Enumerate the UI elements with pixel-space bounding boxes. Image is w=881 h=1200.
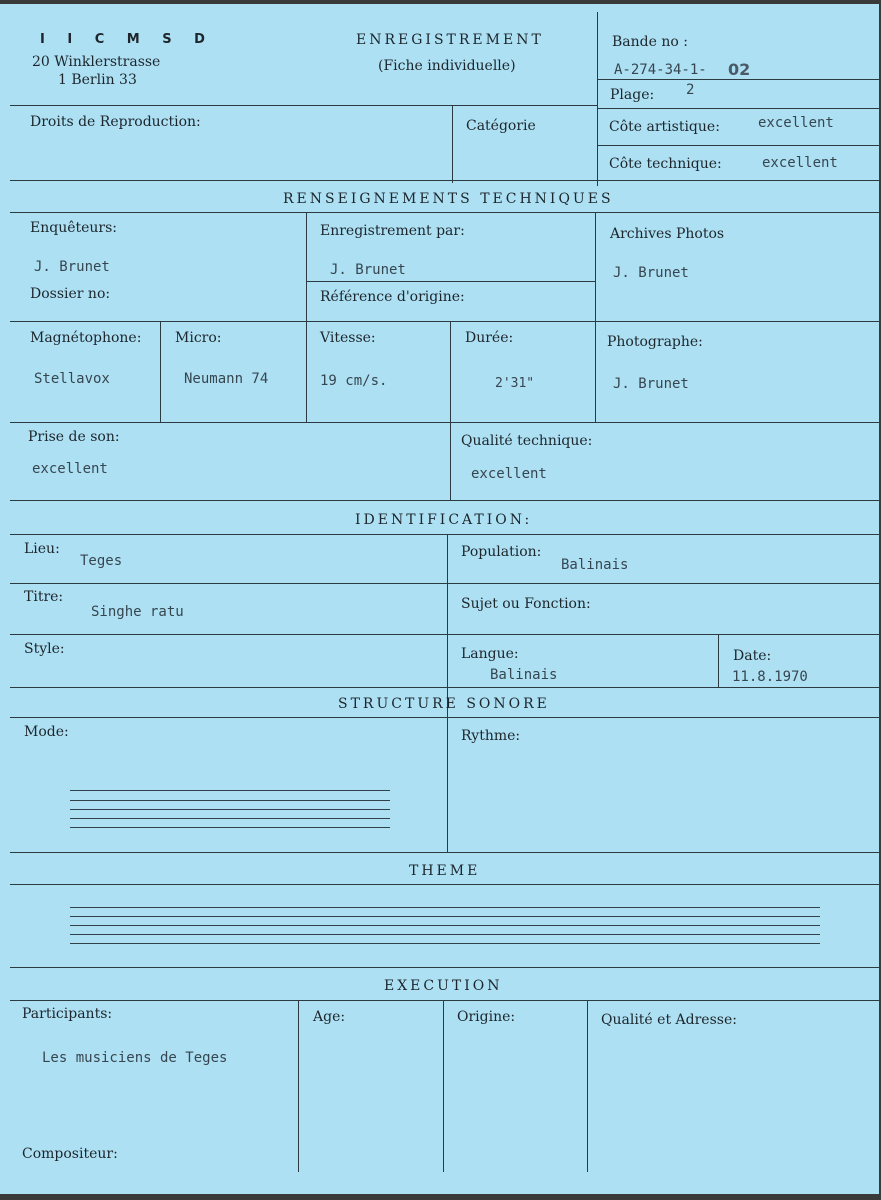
- date-label: Date:: [733, 648, 772, 664]
- section-heading-technique: RENSEIGNEMENTS TECHNIQUES: [283, 191, 614, 207]
- theme-staff-line: [70, 916, 820, 917]
- micro-label: Micro:: [175, 330, 222, 346]
- qualite-adresse-label: Qualité et Adresse:: [601, 1012, 737, 1028]
- divider: [10, 105, 597, 106]
- archives-label: Archives Photos: [610, 226, 725, 242]
- categorie-label: Catégorie: [466, 118, 536, 134]
- section-heading-identification: IDENTIFICATION:: [355, 512, 533, 528]
- org-city: 1 Berlin 33: [58, 72, 137, 88]
- photographe-label: Photographe:: [607, 334, 703, 350]
- divider: [298, 1000, 299, 1172]
- divider: [10, 212, 879, 213]
- duree-label: Durée:: [465, 330, 514, 346]
- qualite-technique-value: excellent: [471, 466, 547, 482]
- cote-artistique-value: excellent: [758, 115, 834, 131]
- enregistrement-value: J. Brunet: [330, 262, 406, 278]
- titre-value: Singhe ratu: [91, 604, 184, 620]
- titre-label: Titre:: [24, 589, 64, 605]
- bande-handwritten: 02: [728, 60, 751, 79]
- divider: [597, 79, 879, 80]
- theme-staff-line: [70, 907, 820, 908]
- divider: [10, 634, 879, 635]
- cote-technique-label: Côte technique:: [609, 156, 722, 172]
- mode-label: Mode:: [24, 724, 69, 740]
- form-subtitle: (Fiche individuelle): [378, 58, 516, 74]
- age-label: Age:: [313, 1009, 346, 1025]
- style-label: Style:: [24, 641, 65, 657]
- lieu-value: Teges: [80, 553, 123, 569]
- plage-label: Plage:: [610, 87, 655, 103]
- archives-value: J. Brunet: [613, 265, 689, 281]
- org-name: I I C M S D: [40, 32, 214, 47]
- divider: [10, 717, 879, 718]
- bande-value: A-274-34-1-: [614, 62, 707, 78]
- divider: [10, 534, 879, 535]
- photographe-value: J. Brunet: [613, 376, 689, 392]
- divider: [718, 634, 719, 688]
- mode-staff-line: [70, 790, 390, 791]
- org-street: 20 Winklerstrasse: [32, 54, 161, 70]
- qualite-technique-label: Qualité technique:: [461, 433, 593, 449]
- mode-staff-line: [70, 827, 390, 828]
- population-label: Population:: [461, 544, 542, 560]
- enregistrement-label: Enregistrement par:: [320, 223, 465, 239]
- origine-label: Origine:: [457, 1009, 516, 1025]
- divider: [10, 500, 879, 501]
- theme-staff-line: [70, 934, 820, 935]
- sujet-label: Sujet ou Fonction:: [461, 596, 591, 612]
- section-heading-execution: EXECUTION: [384, 978, 503, 994]
- langue-value: Balinais: [490, 667, 558, 683]
- cote-technique-value: excellent: [762, 155, 838, 171]
- divider: [10, 1000, 879, 1001]
- plage-value: 2: [686, 82, 695, 98]
- participants-label: Participants:: [22, 1006, 113, 1022]
- divider: [450, 321, 451, 501]
- recording-form-card: [0, 4, 879, 1194]
- langue-label: Langue:: [461, 646, 519, 662]
- divider: [595, 212, 596, 422]
- divider: [10, 884, 879, 885]
- theme-staff-line: [70, 943, 820, 944]
- droits-label: Droits de Reproduction:: [30, 114, 201, 130]
- divider: [10, 687, 879, 688]
- divider: [447, 534, 448, 852]
- form-title: ENREGISTREMENT: [356, 32, 544, 48]
- duree-value: 2'31": [495, 376, 535, 391]
- population-value: Balinais: [561, 557, 629, 573]
- divider: [10, 321, 879, 322]
- enqueteurs-value: J. Brunet: [34, 259, 110, 275]
- mode-staff-line: [70, 818, 390, 819]
- divider: [587, 1000, 588, 1172]
- mode-staff-line: [70, 809, 390, 810]
- divider: [10, 583, 879, 584]
- section-heading-theme: THEME: [409, 863, 481, 879]
- divider: [10, 967, 879, 968]
- dossier-label: Dossier no:: [30, 286, 111, 302]
- prise-de-son-value: excellent: [32, 461, 108, 477]
- divider: [452, 105, 453, 183]
- theme-staff-line: [70, 925, 820, 926]
- micro-value: Neumann 74: [184, 371, 269, 387]
- divider: [10, 180, 879, 181]
- bande-label: Bande no :: [612, 34, 688, 50]
- cote-artistique-label: Côte artistique:: [609, 119, 720, 135]
- magnetophone-value: Stellavox: [34, 371, 110, 387]
- lieu-label: Lieu:: [24, 541, 60, 557]
- rythme-label: Rythme:: [461, 728, 521, 744]
- divider: [597, 108, 879, 109]
- prise-de-son-label: Prise de son:: [28, 429, 120, 445]
- divider: [443, 1000, 444, 1172]
- divider: [597, 145, 879, 146]
- divider: [306, 212, 307, 422]
- date-value: 11.8.1970: [732, 669, 808, 685]
- divider: [10, 852, 879, 853]
- vitesse-label: Vitesse:: [320, 330, 376, 346]
- magnetophone-label: Magnétophone:: [30, 330, 142, 346]
- divider: [597, 12, 598, 108]
- vitesse-value: 19 cm/s.: [320, 373, 388, 389]
- enqueteurs-label: Enquêteurs:: [30, 220, 118, 236]
- reference-label: Référence d'origine:: [320, 289, 465, 305]
- section-heading-structure: STRUCTURE SONORE: [338, 696, 550, 712]
- participants-value: Les musiciens de Teges: [42, 1050, 228, 1066]
- divider: [597, 108, 598, 186]
- mode-staff-line: [70, 800, 390, 801]
- divider: [160, 321, 161, 422]
- compositeur-label: Compositeur:: [22, 1146, 118, 1162]
- divider: [306, 281, 595, 282]
- divider: [10, 422, 879, 423]
